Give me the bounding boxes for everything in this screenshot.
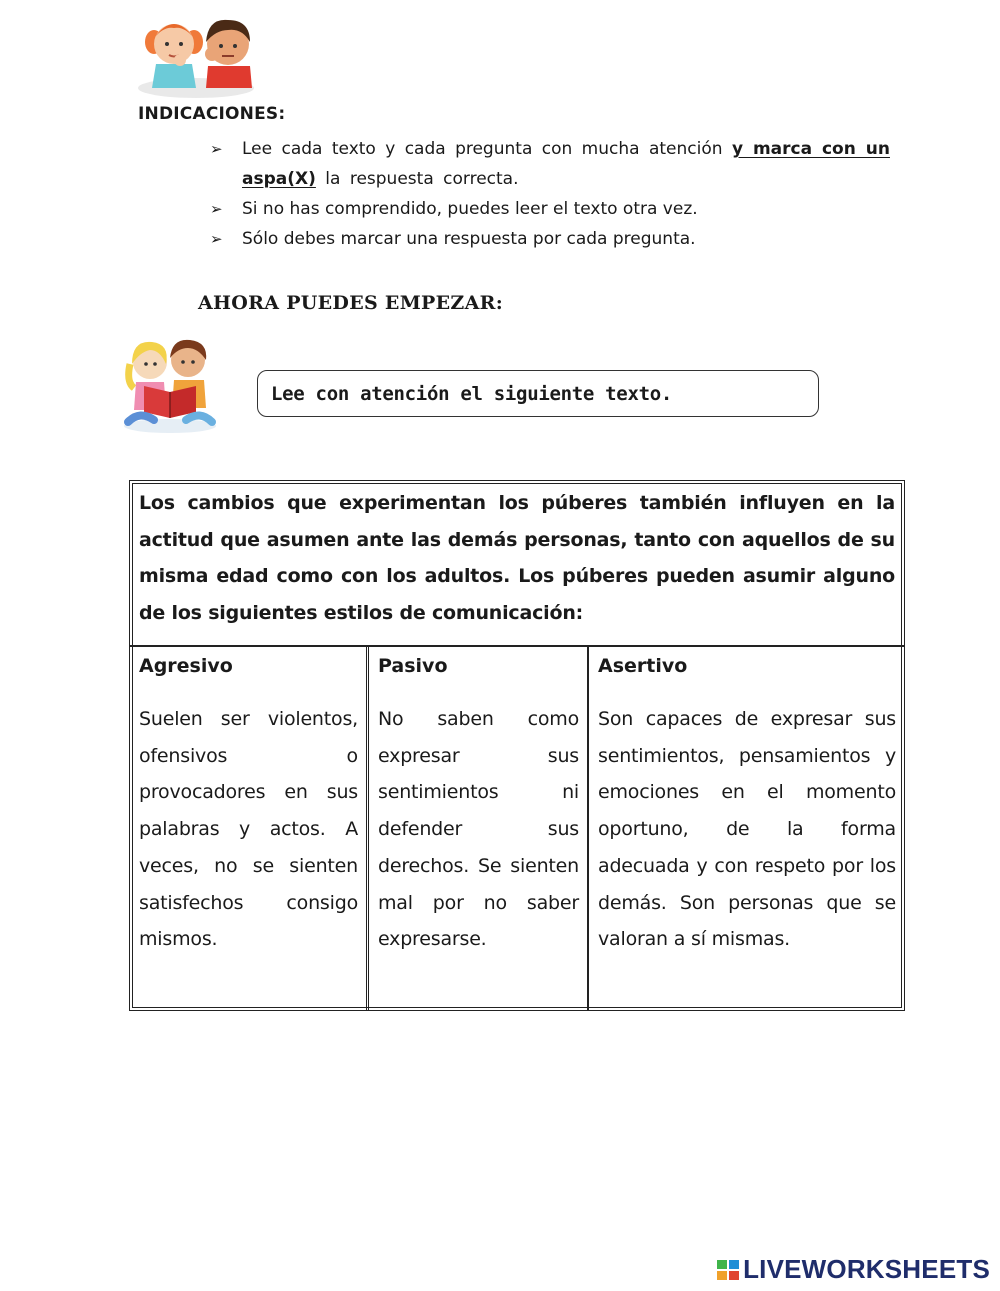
instruction-text: Si no has comprendido, puedes leer el texto otra vez. [242, 199, 698, 219]
instruction-text-part: la respuesta correcta. [315, 169, 519, 189]
instruction-text [242, 134, 926, 194]
instruction-text: Sólo debes marcar una respuesta por cada pregunta. [242, 229, 696, 249]
read-instruction-box [257, 370, 819, 417]
column-asertivo [589, 647, 904, 1010]
arrow-bullet-icon: ➢ [210, 140, 223, 158]
kids-reading-illustration [120, 336, 220, 434]
column-body: Son capaces de expresar sus sentimientos, pensamientos y emociones en el momento oportuno, de la forma adecuada y con respeto por los demás. Son personas que se valoran a sí mismas. [598, 708, 896, 951]
liveworksheets-brand [717, 1254, 990, 1285]
instruction-emphasis: aspa(X) [242, 169, 316, 189]
liveworksheets-wordmark: LIVEWORKSHEETS [743, 1254, 990, 1284]
instruction-item [210, 134, 926, 194]
column-agresivo [130, 647, 369, 1010]
thinking-kids-illustration [136, 8, 258, 98]
column-pasivo [369, 647, 589, 1010]
column-body: Suelen ser violentos, ofensivos o provocadores en sus palabras y actos. A veces, no se sienten satisfechos consigo mismos. [139, 708, 358, 951]
instruction-text-part: Lee cada texto y cada pregunta con mucha atención [242, 139, 732, 159]
intro-text: Los cambios que experimentan los púberes también influyen en la actitud que asumen ante las demás personas, tanto con aquellos de su misma edad como con los adultos. Los púberes pueden asumir alguno de los siguientes estilos de comunicación: [139, 492, 895, 624]
column-body: No saben como expresar sus sentimientos ni defender sus derechos. Se sienten mal por no saber expresarse. [378, 708, 579, 951]
instruction-item [210, 194, 926, 224]
instruction-emphasis: y marca con un [731, 139, 890, 159]
arrow-bullet-icon: ➢ [210, 200, 223, 218]
communication-styles-table [129, 480, 905, 1011]
column-heading: Asertivo [598, 655, 688, 677]
instructions-title: INDICACIONES: [138, 104, 286, 124]
instructions-list [210, 134, 926, 254]
column-heading: Agresivo [139, 655, 233, 677]
column-heading: Pasivo [378, 655, 448, 677]
instruction-item [210, 224, 926, 254]
start-heading: AHORA PUEDES EMPEZAR: [198, 292, 504, 314]
arrow-bullet-icon: ➢ [210, 230, 223, 248]
read-instruction-label: Lee con atención el siguiente texto. [271, 382, 673, 405]
intro-cell [130, 481, 904, 647]
liveworksheets-logo-icon [717, 1258, 741, 1282]
